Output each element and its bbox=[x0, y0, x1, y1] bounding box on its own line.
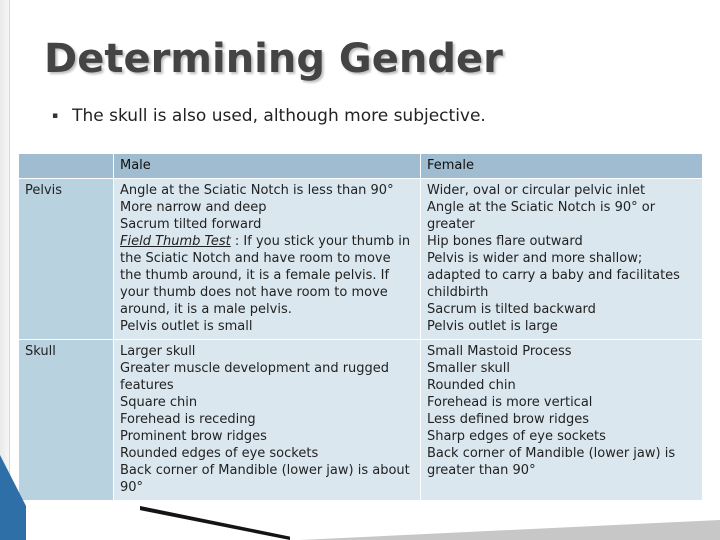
list-item: Back corner of Mandible (lower jaw) is about 90° bbox=[120, 463, 410, 495]
header-male: Male bbox=[114, 154, 421, 179]
list-item: Larger skull bbox=[120, 344, 196, 359]
cell-pelvis-male bbox=[114, 179, 421, 340]
list-item: Rounded edges of eye sockets bbox=[120, 446, 319, 461]
list-item: Angle at the Sciatic Notch is less than 90° bbox=[120, 183, 394, 198]
table-header-row bbox=[19, 154, 703, 179]
grey-wedge-decoration bbox=[300, 520, 720, 540]
list-item: Square chin bbox=[120, 395, 198, 410]
list-item: Pelvis outlet is small bbox=[120, 319, 253, 334]
cell-pelvis-female bbox=[421, 179, 703, 340]
table-row-pelvis bbox=[19, 179, 703, 340]
list-item: Prominent brow ridges bbox=[120, 429, 267, 444]
gender-comparison-table bbox=[18, 153, 703, 501]
cell-skull-female bbox=[421, 340, 703, 501]
list-item: Less defined brow ridges bbox=[427, 412, 590, 427]
left-decor-line bbox=[9, 0, 10, 540]
field-thumb-test-item bbox=[120, 233, 414, 318]
field-thumb-test-text: : If you stick your thumb in the Sciatic Notch and have room to move the thumb around, it is a female pelvis. If your thumb does not have room to move around, it is a male pelvis. bbox=[120, 234, 411, 317]
dark-swoosh-decoration bbox=[140, 506, 290, 540]
list-item: Forehead is receding bbox=[120, 412, 256, 427]
bullet-point bbox=[52, 106, 486, 126]
list-item: Pelvis is wider and more shallow; adapted to carry a baby and facilitates childbirth bbox=[427, 251, 680, 300]
bullet-text: The skull is also used, although more subjective. bbox=[72, 106, 486, 126]
list-item: Greater muscle development and rugged features bbox=[120, 361, 390, 393]
list-item: Forehead is more vertical bbox=[427, 395, 593, 410]
square-bullet-icon: ▪ bbox=[52, 111, 59, 121]
cell-skull-male bbox=[114, 340, 421, 501]
list-item: Small Mastoid Process bbox=[427, 344, 572, 359]
table-row-skull bbox=[19, 340, 703, 501]
list-item: Smaller skull bbox=[427, 361, 510, 376]
list-item: Sacrum is tilted backward bbox=[427, 302, 596, 317]
field-thumb-test-label: Field Thumb Test bbox=[120, 234, 231, 249]
row-label-pelvis: Pelvis bbox=[19, 179, 114, 340]
slide-title: Determining Gender bbox=[44, 36, 503, 82]
header-female: Female bbox=[421, 154, 703, 179]
row-label-skull: Skull bbox=[19, 340, 114, 501]
header-empty bbox=[19, 154, 114, 179]
list-item: Angle at the Sciatic Notch is 90° or greater bbox=[427, 200, 656, 232]
list-item: Hip bones flare outward bbox=[427, 234, 583, 249]
list-item: Wider, oval or circular pelvic inlet bbox=[427, 183, 646, 198]
list-item: Back corner of Mandible (lower jaw) is greater than 90° bbox=[427, 446, 676, 478]
list-item: More narrow and deep bbox=[120, 200, 267, 215]
list-item: Rounded chin bbox=[427, 378, 516, 393]
list-item: Sharp edges of eye sockets bbox=[427, 429, 606, 444]
list-item: Sacrum tilted forward bbox=[120, 217, 262, 232]
list-item: Pelvis outlet is large bbox=[427, 319, 558, 334]
